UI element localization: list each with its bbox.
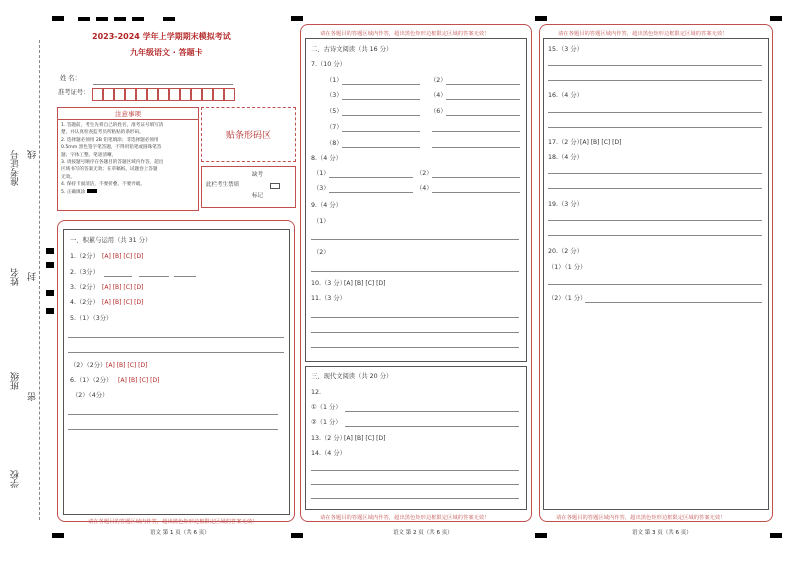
- page3-footer: 语文 第 3 页（共 6 页）: [632, 530, 692, 536]
- q7-item: （5）: [326, 108, 343, 115]
- exam-title: 2023-2024 学年上学期期末模拟考试: [92, 32, 231, 41]
- exam-no-label: 准考证号：: [58, 89, 90, 96]
- absent-box: [201, 166, 296, 208]
- answer-line[interactable]: [329, 177, 413, 178]
- side-line-char: 线: [28, 150, 38, 159]
- section2-box: [305, 38, 527, 362]
- answer-line[interactable]: [311, 484, 519, 485]
- q14-label: 14.（4 分）: [311, 450, 346, 457]
- q12-label: 12.: [311, 389, 322, 396]
- answer-line[interactable]: [548, 80, 762, 81]
- answer-line[interactable]: [548, 235, 762, 236]
- answer-line[interactable]: [68, 337, 284, 338]
- boundary-note: 请在各题目的答题区域内作答，超出黑色矩形边框限定区域的答案无效！: [556, 515, 726, 521]
- answer-line[interactable]: [311, 470, 519, 471]
- exam-no-cell[interactable]: [125, 88, 136, 101]
- q9-label: 9.（4 分）: [311, 202, 342, 209]
- q8-item: （3）: [313, 185, 330, 192]
- name-label: 姓 名：: [60, 75, 81, 82]
- q7-item: （3）: [326, 92, 343, 99]
- answer-line[interactable]: [345, 411, 519, 412]
- answer-line[interactable]: [432, 177, 520, 178]
- answer-line[interactable]: [329, 192, 413, 193]
- q18-label: 18.（4 分）: [548, 154, 583, 161]
- exam-no-cell[interactable]: [136, 88, 147, 101]
- answer-line[interactable]: [548, 188, 762, 189]
- filled-mark-sample: [87, 189, 97, 193]
- q7-item: （4）: [430, 92, 447, 99]
- registration-mark: [291, 533, 303, 538]
- answer-line[interactable]: [548, 220, 762, 221]
- answer-line[interactable]: [342, 115, 420, 116]
- q1-options[interactable]: [A] [B] [C] [D]: [102, 253, 144, 260]
- registration-mark: [291, 16, 303, 21]
- school-side-label: 学校: [11, 470, 21, 488]
- q20-1-label: （1）（1 分）: [548, 264, 587, 271]
- q4-label: 4.（2分）: [70, 299, 99, 306]
- barcode-label: 贴条形码区: [225, 131, 271, 141]
- q3-label: 3.（2分）: [70, 284, 99, 291]
- notice-item: 无效。: [61, 174, 75, 180]
- q8-label: 8.（4 分）: [311, 155, 342, 162]
- q10-options[interactable]: [A] [B] [C] [D]: [344, 280, 386, 287]
- notice-item: 区域书写的答案无效；在草稿纸、试题卷上答题: [61, 167, 158, 173]
- answer-line[interactable]: [585, 302, 762, 303]
- q12-2-label: ②（1 分）: [311, 419, 342, 426]
- exam-no-cell[interactable]: [180, 88, 191, 101]
- answer-line[interactable]: [548, 65, 762, 66]
- section2-title: 二、古诗文阅读（共 16 分）: [311, 46, 393, 53]
- notice-item: 3. 请按题号顺序在各题目的答题区域内作答，超出: [61, 160, 164, 166]
- registration-mark: [46, 248, 54, 254]
- answer-line[interactable]: [548, 173, 762, 174]
- notice-item: 0.5mm 黑色签字笔答题，不得用铅笔或圆珠笔答: [61, 145, 162, 151]
- q17-options[interactable]: [A] [B] [C] [D]: [580, 139, 622, 146]
- notice-title: 注意事项: [58, 108, 198, 120]
- exam-no-cell[interactable]: [202, 88, 213, 101]
- absent-label: 缺考: [252, 172, 264, 178]
- answer-line[interactable]: [174, 276, 196, 277]
- registration-mark: [52, 533, 64, 538]
- answer-line[interactable]: [342, 99, 420, 100]
- q8-item: （4）: [416, 185, 433, 192]
- q10-label: 10.（3 分）: [311, 280, 346, 287]
- boundary-note: 请在各题目的答题区域内作答，超出黑色矩形边框限定区域的答案无效！: [558, 31, 728, 37]
- boundary-note: 请在各题目的答题区域内作答，超出黑色矩形边框限定区域的答案无效！: [320, 31, 490, 37]
- exam-subtitle: 九年级语文 · 答题卡: [130, 48, 203, 57]
- exam-no-cell[interactable]: [114, 88, 125, 101]
- absent-forbidden-label: 此栏考生禁填: [206, 182, 240, 188]
- registration-mark: [46, 290, 54, 296]
- binding-line: [39, 40, 40, 520]
- page3-box: [543, 38, 769, 510]
- answer-line[interactable]: [432, 131, 520, 132]
- q5-2-label: （2）（2分）: [70, 362, 107, 369]
- answer-line[interactable]: [68, 352, 284, 353]
- answer-line[interactable]: [342, 131, 420, 132]
- barcode-area: [201, 107, 296, 162]
- answer-line[interactable]: [548, 112, 762, 113]
- exam-no-cell[interactable]: [103, 88, 114, 101]
- q8-item: （2）: [416, 170, 433, 177]
- registration-mark: [163, 17, 175, 21]
- answer-line[interactable]: [548, 284, 762, 285]
- answer-line[interactable]: [311, 332, 519, 333]
- notice-list: [58, 120, 198, 198]
- q11-label: 11.（3 分）: [311, 295, 346, 302]
- registration-mark: [535, 533, 547, 538]
- name-side-label: 姓名: [11, 268, 21, 286]
- answer-line[interactable]: [432, 147, 520, 148]
- q13-options[interactable]: [A] [B] [C] [D]: [344, 435, 386, 442]
- q7-item: （8）: [326, 140, 343, 147]
- answer-line[interactable]: [548, 127, 762, 128]
- section1-title: 一、积累与运用（共 31 分）: [70, 237, 152, 244]
- exam-no-cell[interactable]: [224, 88, 235, 101]
- registration-mark: [770, 533, 782, 538]
- answer-line[interactable]: [311, 498, 519, 499]
- q8-item: （1）: [313, 170, 330, 177]
- registration-mark: [770, 16, 782, 21]
- q6-options[interactable]: [A] [B] [C] [D]: [118, 377, 160, 384]
- answer-line[interactable]: [139, 276, 169, 277]
- page1-footer: 语文 第 1 页（共 6 页）: [150, 530, 210, 536]
- exam-no-cell[interactable]: [147, 88, 158, 101]
- notice-item: 5. 正确填涂: [61, 189, 195, 196]
- answer-line[interactable]: [446, 99, 520, 100]
- notice-box: [57, 107, 199, 211]
- notice-item: 4. 保持卡面清洁，不要折叠、不要弄破。: [61, 182, 145, 188]
- registration-mark: [535, 16, 547, 21]
- exam-no-cell[interactable]: [191, 88, 202, 101]
- exam-no-cell[interactable]: [158, 88, 169, 101]
- absent-mark-label: 标记: [252, 193, 264, 199]
- q3-options[interactable]: [A] [B] [C] [D]: [102, 284, 144, 291]
- exam-no-cell[interactable]: [213, 88, 224, 101]
- notice-item: 1. 答题前，考生先将自己的姓名，准考证号填写清: [61, 123, 164, 128]
- q5-label: 5.（1）（3分）: [70, 315, 113, 322]
- answer-line[interactable]: [342, 147, 420, 148]
- q6-2-label: （2）（4分）: [72, 392, 109, 399]
- section3-title: 三、现代文阅读（共 20 分）: [311, 373, 393, 380]
- q20-2-label: （2）（1 分）: [548, 295, 587, 302]
- q2-label: 2.（3分）: [70, 269, 99, 276]
- answer-line[interactable]: [311, 239, 519, 240]
- q7-item: （2）: [430, 77, 447, 84]
- name-field[interactable]: [93, 84, 233, 85]
- q19-label: 19.（3 分）: [548, 201, 583, 208]
- answer-line[interactable]: [311, 271, 519, 272]
- registration-mark: [132, 17, 144, 21]
- q7-label: 7.（10 分）: [311, 61, 346, 68]
- q13-label: 13.（2 分）: [311, 435, 346, 442]
- q6-label: 6.（1）（2分）: [70, 377, 113, 384]
- answer-line[interactable]: [104, 276, 132, 277]
- notice-item: 2. 选择题必须用 2B 铅笔填涂；非选择题必须用: [61, 137, 159, 143]
- exam-no-cell[interactable]: [169, 88, 180, 101]
- registration-mark: [78, 17, 90, 21]
- answer-line[interactable]: [68, 429, 278, 430]
- q7-item: （6）: [430, 108, 447, 115]
- side-seal-char: 封: [28, 272, 38, 281]
- answer-line[interactable]: [446, 115, 520, 116]
- notice-item: 楚，并认真检查监考员所粘贴的条形码。: [61, 130, 144, 136]
- registration-mark: [114, 17, 126, 21]
- q9-2-label: （2）: [313, 249, 330, 256]
- registration-mark: [46, 308, 54, 314]
- absent-checkbox[interactable]: [270, 183, 280, 189]
- answer-line[interactable]: [68, 414, 278, 415]
- answer-line[interactable]: [432, 192, 520, 193]
- answer-line[interactable]: [311, 317, 519, 318]
- q15-label: 15.（3 分）: [548, 46, 583, 53]
- q5-2-options[interactable]: [A] [B] [C] [D]: [106, 362, 148, 369]
- notice-item: 题；字体工整、笔迹清晰。: [61, 152, 117, 158]
- page2-footer: 语文 第 2 页（共 6 页）: [393, 530, 453, 536]
- q9-1-label: （1）: [313, 218, 330, 225]
- answer-line[interactable]: [345, 426, 519, 427]
- q16-label: 16.（4 分）: [548, 92, 583, 99]
- exam-no-side-label: 准考证号: [11, 150, 21, 186]
- answer-line[interactable]: [446, 84, 520, 85]
- answer-line[interactable]: [342, 84, 420, 85]
- class-side-label: 班级: [11, 372, 21, 390]
- exam-no-cell[interactable]: [92, 88, 103, 101]
- q7-item: （1）: [326, 77, 343, 84]
- q4-options[interactable]: [A] [B] [C] [D]: [102, 299, 144, 306]
- registration-mark: [46, 262, 54, 268]
- registration-mark: [52, 16, 64, 21]
- side-secret-char: 密: [28, 392, 38, 401]
- q12-1-label: ①（1 分）: [311, 404, 342, 411]
- answer-line[interactable]: [311, 347, 519, 348]
- q7-item: （7）: [326, 124, 343, 131]
- q1-label: 1.（2分）: [70, 253, 99, 260]
- boundary-note: 请在各题目的答题区域内作答，超出黑色矩形边框限定区域的答案无效！: [320, 515, 490, 521]
- boundary-note: 请在各题目的答题区域内作答，超出黑色矩形边框限定区域的答案无效！: [88, 519, 258, 525]
- registration-mark: [96, 17, 108, 21]
- q17-label: 17.（2 分）: [548, 139, 583, 146]
- q20-label: 20.（2 分）: [548, 248, 583, 255]
